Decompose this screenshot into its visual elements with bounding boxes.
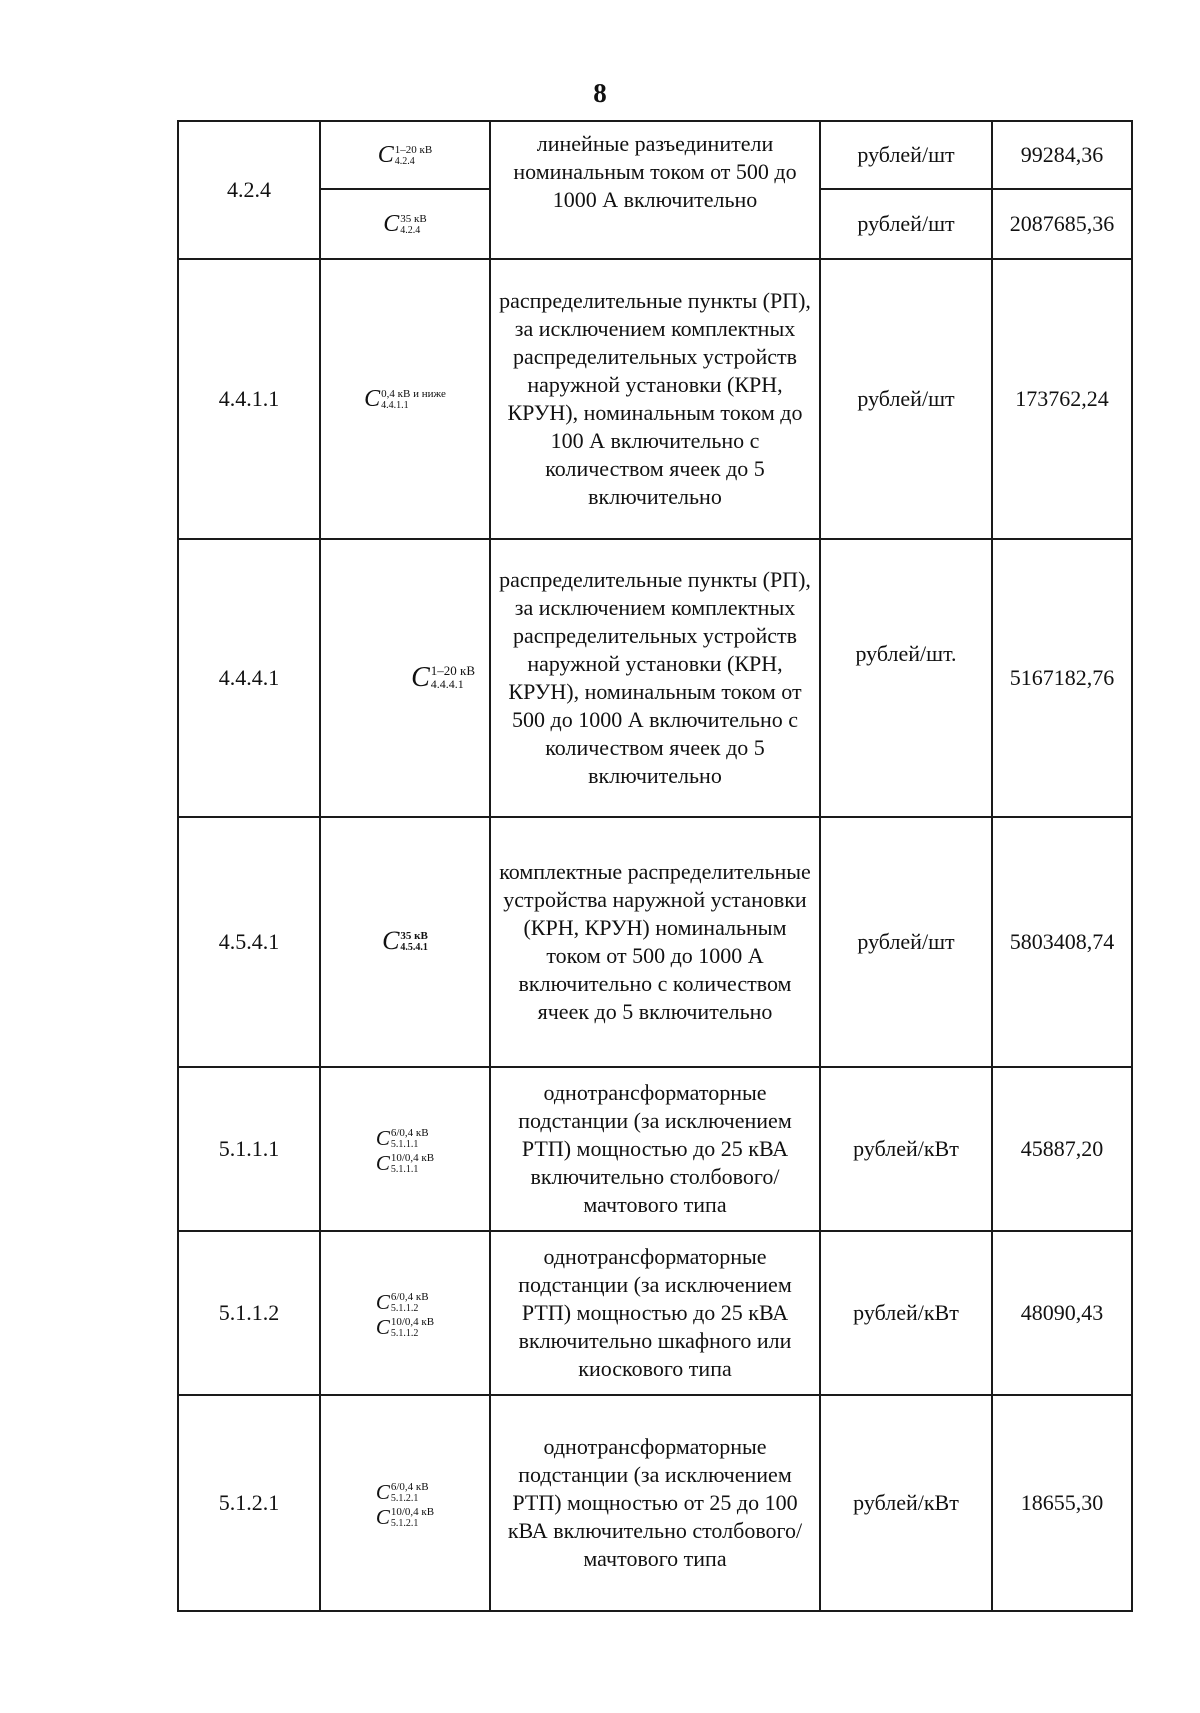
table-row: [178, 121, 1132, 189]
row-code: 4.2.4: [178, 121, 320, 259]
row-description: комплектные распределительные устройства наружной установки (КРН, КРУН) номинальным током от 500 до 1000 А включительно с количеством ячеек до 5 включительно: [490, 817, 820, 1067]
row-unit: рублей/шт: [820, 121, 992, 189]
row-code: 4.4.1.1: [178, 259, 320, 539]
row-value: 45887,20: [992, 1067, 1132, 1231]
rate-symbol-cell: [320, 259, 490, 539]
row-value: 48090,43: [992, 1231, 1132, 1395]
row-description: линейные разъединители номинальным током от 500 до 1000 А включительно: [490, 121, 820, 259]
table-row: [178, 1395, 1132, 1611]
rate-symbol: C 1–20 кВ 4.2.4: [377, 142, 433, 168]
rate-symbol: C 35 кВ 4.2.4: [383, 211, 427, 237]
rate-symbol: C 1–20 кВ 4.4.4.1: [411, 661, 475, 693]
rate-symbol-cell: [320, 189, 490, 259]
rate-symbol: C 10/0,4 кВ 5.1.2.1: [375, 1504, 435, 1529]
rate-symbol-cell: [320, 1067, 490, 1231]
row-code: 5.1.1.2: [178, 1231, 320, 1395]
row-unit: рублей/шт: [820, 817, 992, 1067]
row-value: 173762,24: [992, 259, 1132, 539]
row-value: 99284,36: [992, 121, 1132, 189]
row-unit: рублей/кВт: [820, 1395, 992, 1611]
row-value: 2087685,36: [992, 189, 1132, 259]
row-description: однотрансформаторные подстанции (за исключением РТП) мощностью до 25 кВА включительно столбового/мачтового типа: [490, 1067, 820, 1231]
row-value: 5803408,74: [992, 817, 1132, 1067]
table-row: [178, 817, 1132, 1067]
rate-symbol-cell: [320, 817, 490, 1067]
rate-symbol-stack: [376, 1127, 434, 1175]
table-row: [178, 539, 1132, 817]
rate-symbol-stack: [376, 1291, 434, 1339]
page-number: 8: [593, 78, 607, 108]
rate-symbol: C 10/0,4 кВ 5.1.1.1: [375, 1150, 435, 1175]
table-row: [178, 1067, 1132, 1231]
rate-symbol: C 0,4 кВ и ниже 4.4.1.1: [364, 386, 446, 412]
row-value: 5167182,76: [992, 539, 1132, 817]
row-description: однотрансформаторные подстанции (за исключением РТП) мощностью до 25 кВА включительно шкафного или киоскового типа: [490, 1231, 820, 1395]
row-description: однотрансформаторные подстанции (за исключением РТП) мощностью от 25 до 100 кВА включительно столбового/мачтового типа: [490, 1395, 820, 1611]
row-description: распределительные пункты (РП), за исключением комплектных распределительных устройств наружной установки (КРН, КРУН), номинальным током от 500 до 1000 А включительно с количеством ячеек до 5 включительно: [490, 539, 820, 817]
rate-symbol-cell: [320, 1395, 490, 1611]
rate-symbol-stack: [376, 1481, 434, 1529]
rate-symbol: C 10/0,4 кВ 5.1.1.2: [375, 1314, 435, 1339]
row-unit: рублей/кВт: [820, 1067, 992, 1231]
row-unit: рублей/шт.: [820, 539, 992, 817]
rate-symbol: C 35 кВ 4.5.4.1: [382, 926, 428, 955]
row-code: 4.5.4.1: [178, 817, 320, 1067]
rate-symbol: C 6/0,4 кВ 5.1.1.2: [375, 1289, 429, 1314]
table-row: [178, 259, 1132, 539]
rate-symbol-cell: [320, 121, 490, 189]
row-unit: рублей/шт: [820, 259, 992, 539]
rate-symbol: C 6/0,4 кВ 5.1.2.1: [375, 1479, 429, 1504]
row-code: 4.4.4.1: [178, 539, 320, 817]
row-code: 5.1.1.1: [178, 1067, 320, 1231]
table-row: [178, 1231, 1132, 1395]
tariff-table: [177, 120, 1133, 1612]
row-description: распределительные пункты (РП), за исключением комплектных распределительных устройств наружной установки (КРН, КРУН), номинальным током до 100 А включительно с количеством ячеек до 5 включительно: [490, 259, 820, 539]
row-code: 5.1.2.1: [178, 1395, 320, 1611]
rate-symbol-cell: [320, 1231, 490, 1395]
rate-symbol: C 6/0,4 кВ 5.1.1.1: [375, 1125, 429, 1150]
rate-symbol-cell: [320, 539, 490, 817]
row-value: 18655,30: [992, 1395, 1132, 1611]
row-unit: рублей/шт: [820, 189, 992, 259]
row-unit: рублей/кВт: [820, 1231, 992, 1395]
